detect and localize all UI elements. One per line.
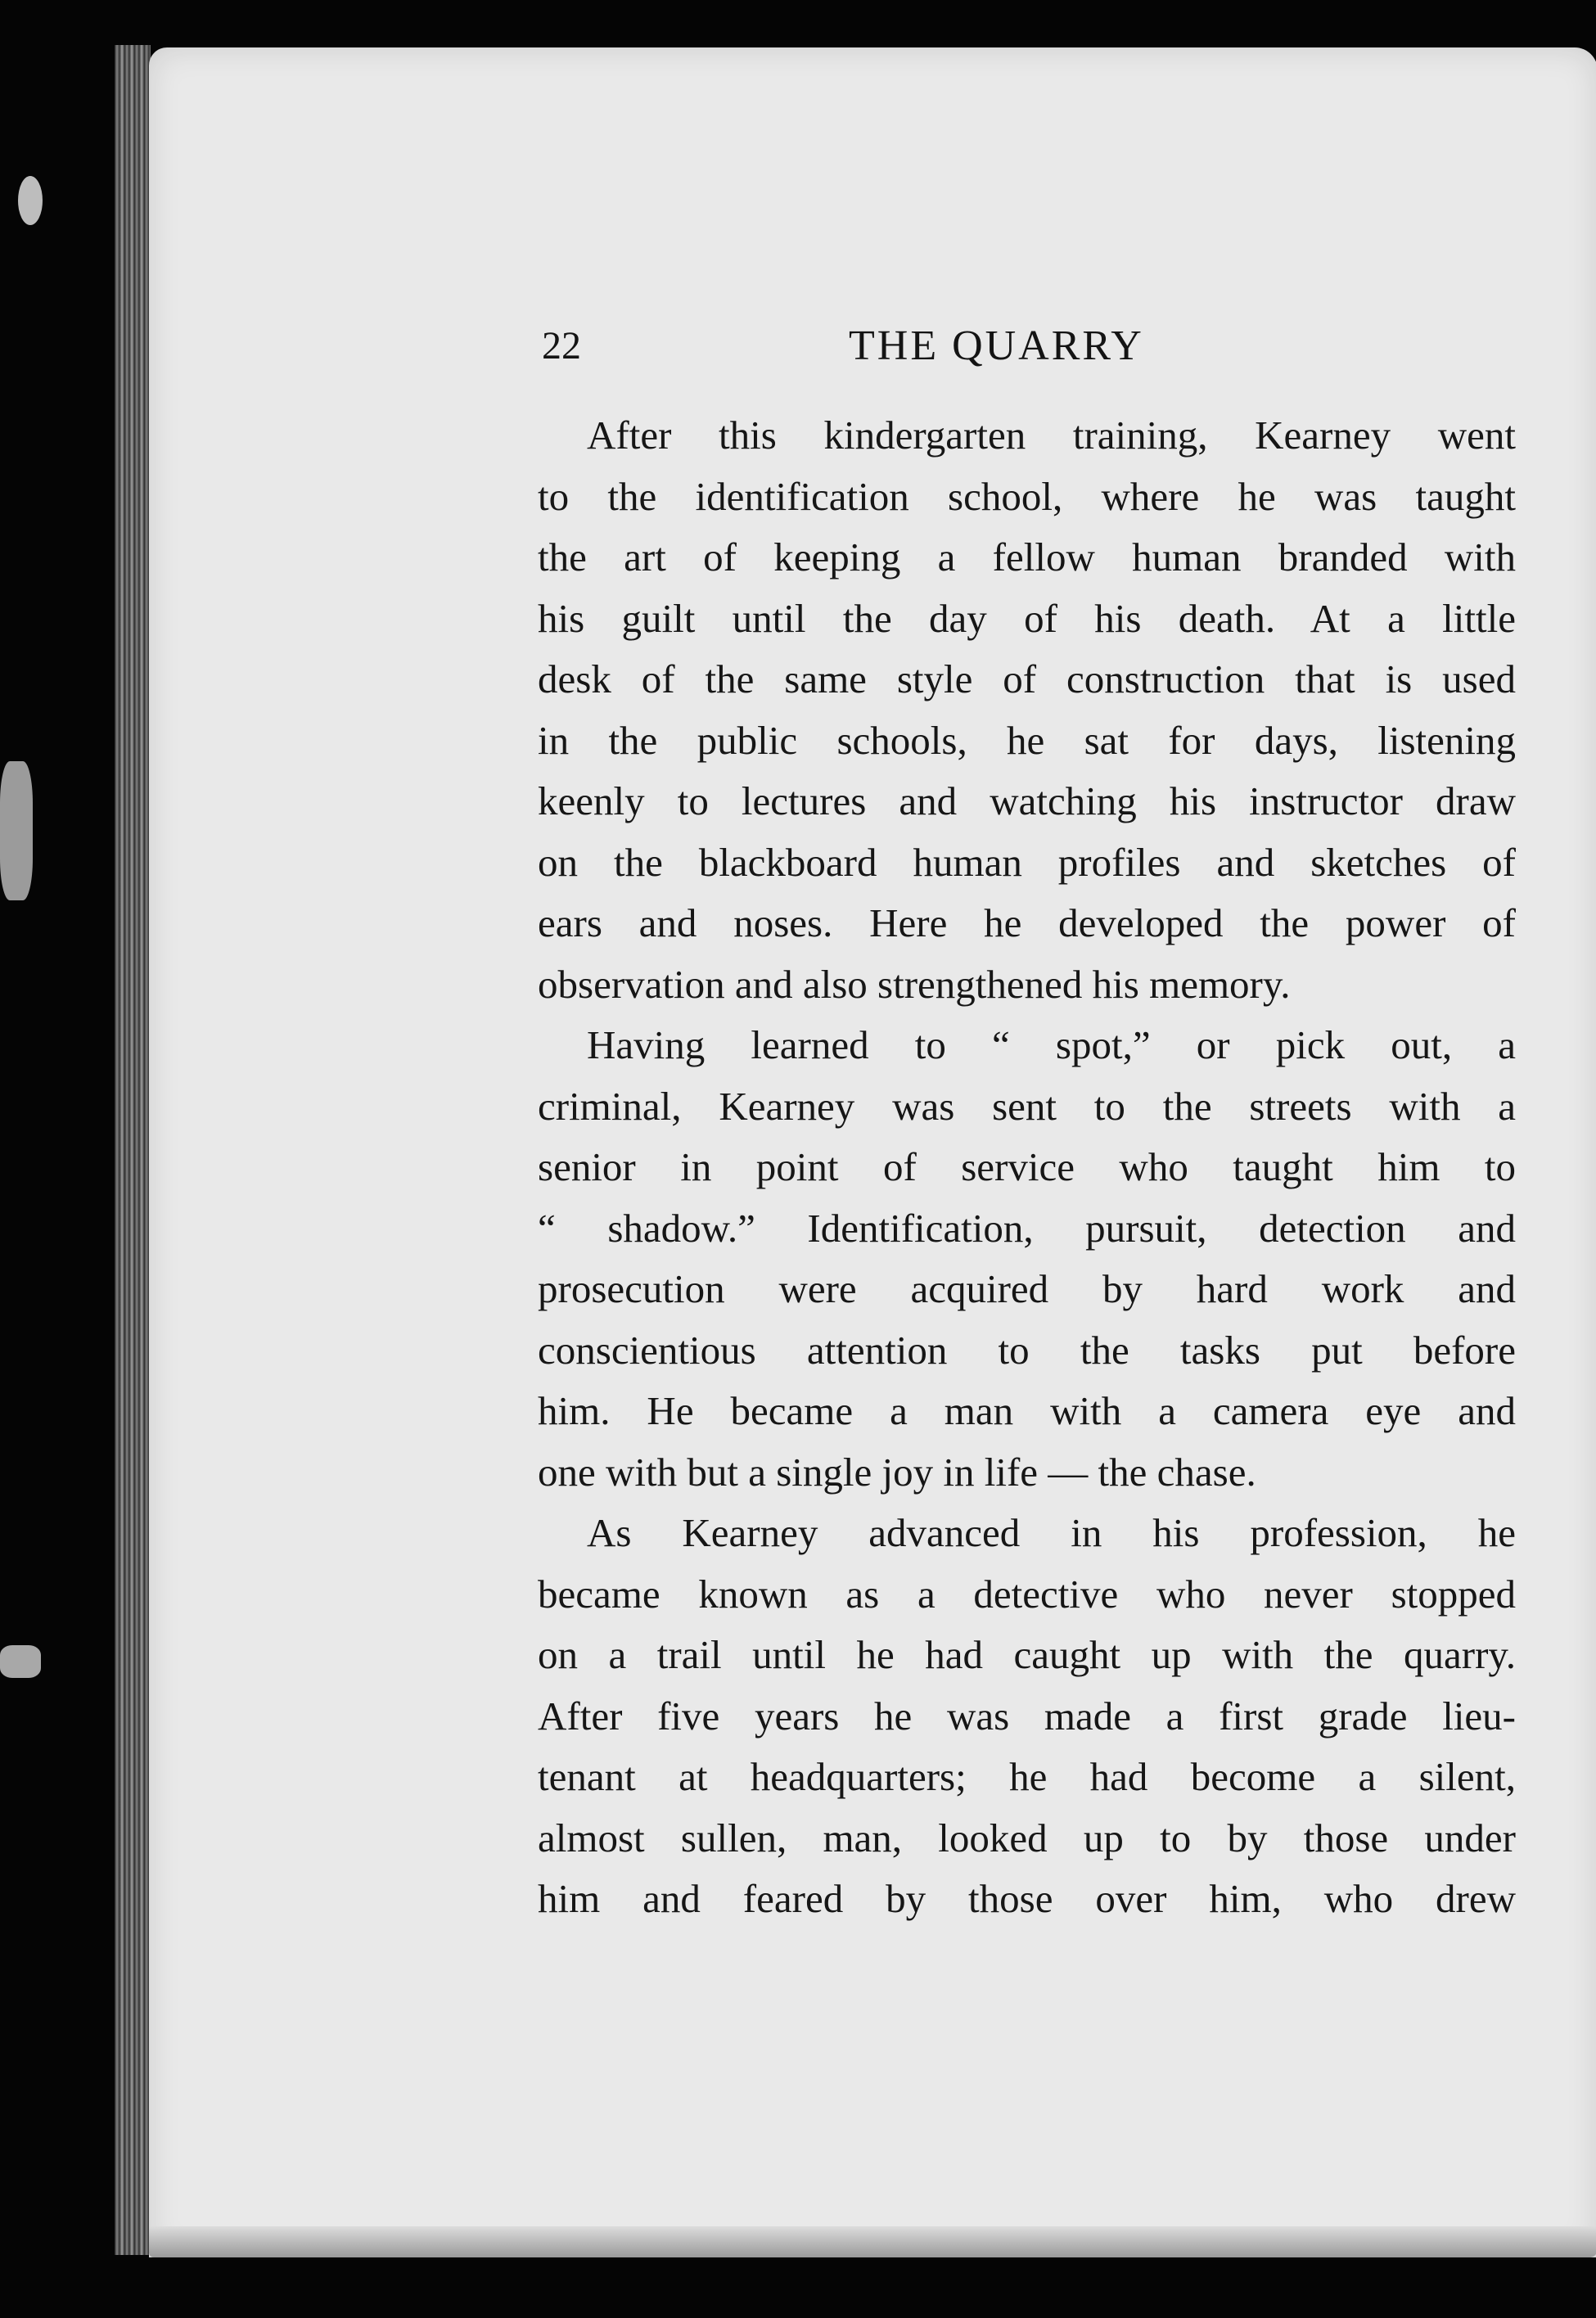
text-line: on a trail until he had caught up with the quarry. — [538, 1632, 1516, 1677]
text-line: prosecution were acquired by hard work and — [538, 1266, 1516, 1311]
running-head — [542, 313, 1213, 379]
text-line: the art of keeping a fellow human branded with — [538, 534, 1516, 580]
text-line: keenly to lectures and watching his instructor draw — [538, 778, 1516, 823]
book-spine — [115, 45, 151, 2255]
text-line: senior in point of service who taught him to — [538, 1144, 1516, 1189]
text-line: ears and noses. Here he developed the power of — [538, 900, 1516, 945]
book-title: THE QUARRY — [849, 322, 1144, 369]
text-line: almost sullen, man, looked up to by those under — [538, 1815, 1516, 1860]
text-line: on the blackboard human profiles and sketches of — [538, 839, 1516, 885]
page-number: 22 — [542, 324, 581, 368]
text-line: observation and also strengthened his memory. — [538, 961, 1291, 1007]
text-line: criminal, Kearney was sent to the streets with a — [538, 1083, 1516, 1129]
text-line: in the public schools, he sat for days, listening — [538, 717, 1516, 763]
book-page — [149, 47, 1596, 2257]
text-line: one with but a single joy in life — the chase. — [538, 1449, 1256, 1495]
text-line: him and feared by those over him, who drew — [538, 1876, 1516, 1921]
text-line: As Kearney advanced in his profession, he — [587, 1510, 1516, 1555]
text-line: tenant at headquarters; he had become a silent, — [538, 1754, 1516, 1799]
text-line: him. He became a man with a camera eye and — [538, 1388, 1516, 1433]
text-line: his guilt until the day of his death. At a little — [538, 595, 1516, 641]
scan-speck — [0, 1645, 41, 1678]
body-text — [538, 405, 1516, 1930]
text-line: became known as a detective who never stopped — [538, 1571, 1516, 1617]
scan-speck — [0, 761, 33, 900]
text-line: After five years he was made a first grade lieu- — [538, 1693, 1516, 1738]
text-line: Having learned to “ spot,” or pick out, a — [587, 1022, 1516, 1067]
scan-speck — [18, 176, 43, 225]
text-line: After this kindergarten training, Kearney went — [587, 413, 1516, 458]
text-line: “ shadow.” Identification, pursuit, detection and — [538, 1205, 1516, 1251]
text-line: to the identification school, where he was taught — [538, 473, 1516, 519]
text-line: conscientious attention to the tasks put before — [538, 1327, 1516, 1373]
text-line: desk of the same style of construction that is used — [538, 656, 1516, 701]
